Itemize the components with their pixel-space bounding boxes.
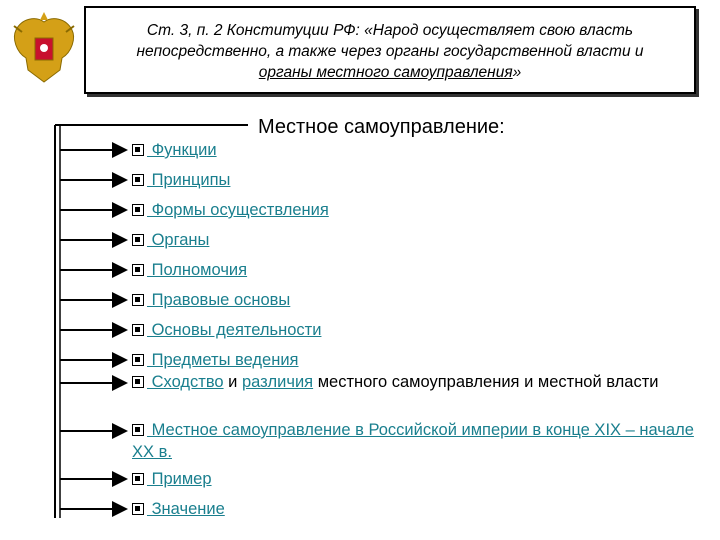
list-item[interactable] [132,168,230,192]
square-bullet-icon [132,376,144,388]
list-item[interactable] [132,288,290,312]
square-bullet-icon [132,473,144,485]
quote-underlined-phrase: органы местного самоуправления [258,64,513,81]
quote-closing: » [512,64,522,81]
difference-link[interactable]: различия [241,373,314,391]
list-item[interactable] [132,467,212,491]
square-bullet-icon [132,144,144,156]
square-bullet-icon [132,174,144,186]
topic-link[interactable]: Пример [147,470,212,488]
list-item[interactable] [132,138,217,162]
square-bullet-icon [132,204,144,216]
arrow-group [60,150,126,509]
list-item[interactable] [132,228,209,252]
square-bullet-icon [132,264,144,276]
list-item[interactable] [132,348,299,372]
square-bullet-icon [132,324,144,336]
quote-line-1: Ст. 3, п. 2 Конституции РФ: «Народ осуществляет свою власть [146,22,634,39]
topic-link[interactable]: Значение [147,500,225,518]
topic-link[interactable]: Органы [147,231,210,249]
topic-link[interactable]: Функции [147,141,217,159]
conjunction-text: и [223,373,242,391]
square-bullet-icon [132,503,144,515]
list-item[interactable] [132,258,247,282]
topic-link[interactable]: Предметы ведения [147,351,299,369]
topic-link[interactable]: Формы осуществления [147,201,329,219]
square-bullet-icon [132,294,144,306]
list-item[interactable] [132,497,225,521]
quote-line-2: непосредственно, а также через органы государственной власти и [136,43,644,60]
topic-link[interactable]: Полномочия [147,261,248,279]
list-item[interactable] [132,318,321,342]
compare-rest-text: местного самоуправления и местной власти [313,373,659,391]
square-bullet-icon [132,424,144,436]
square-bullet-icon [132,354,144,366]
list-item[interactable] [132,371,698,393]
history-link[interactable]: Местное самоуправление в Российской империи в конце XIX – начале XX в. [132,421,694,461]
similarity-link[interactable]: Сходство [147,373,224,391]
list-item[interactable] [132,419,698,463]
topic-link[interactable]: Принципы [147,171,231,189]
topic-link[interactable]: Основы деятельности [147,321,322,339]
square-bullet-icon [132,234,144,246]
section-heading: Местное самоуправление: [258,116,505,138]
list-item[interactable] [132,198,329,222]
topic-link[interactable]: Правовые основы [147,291,291,309]
